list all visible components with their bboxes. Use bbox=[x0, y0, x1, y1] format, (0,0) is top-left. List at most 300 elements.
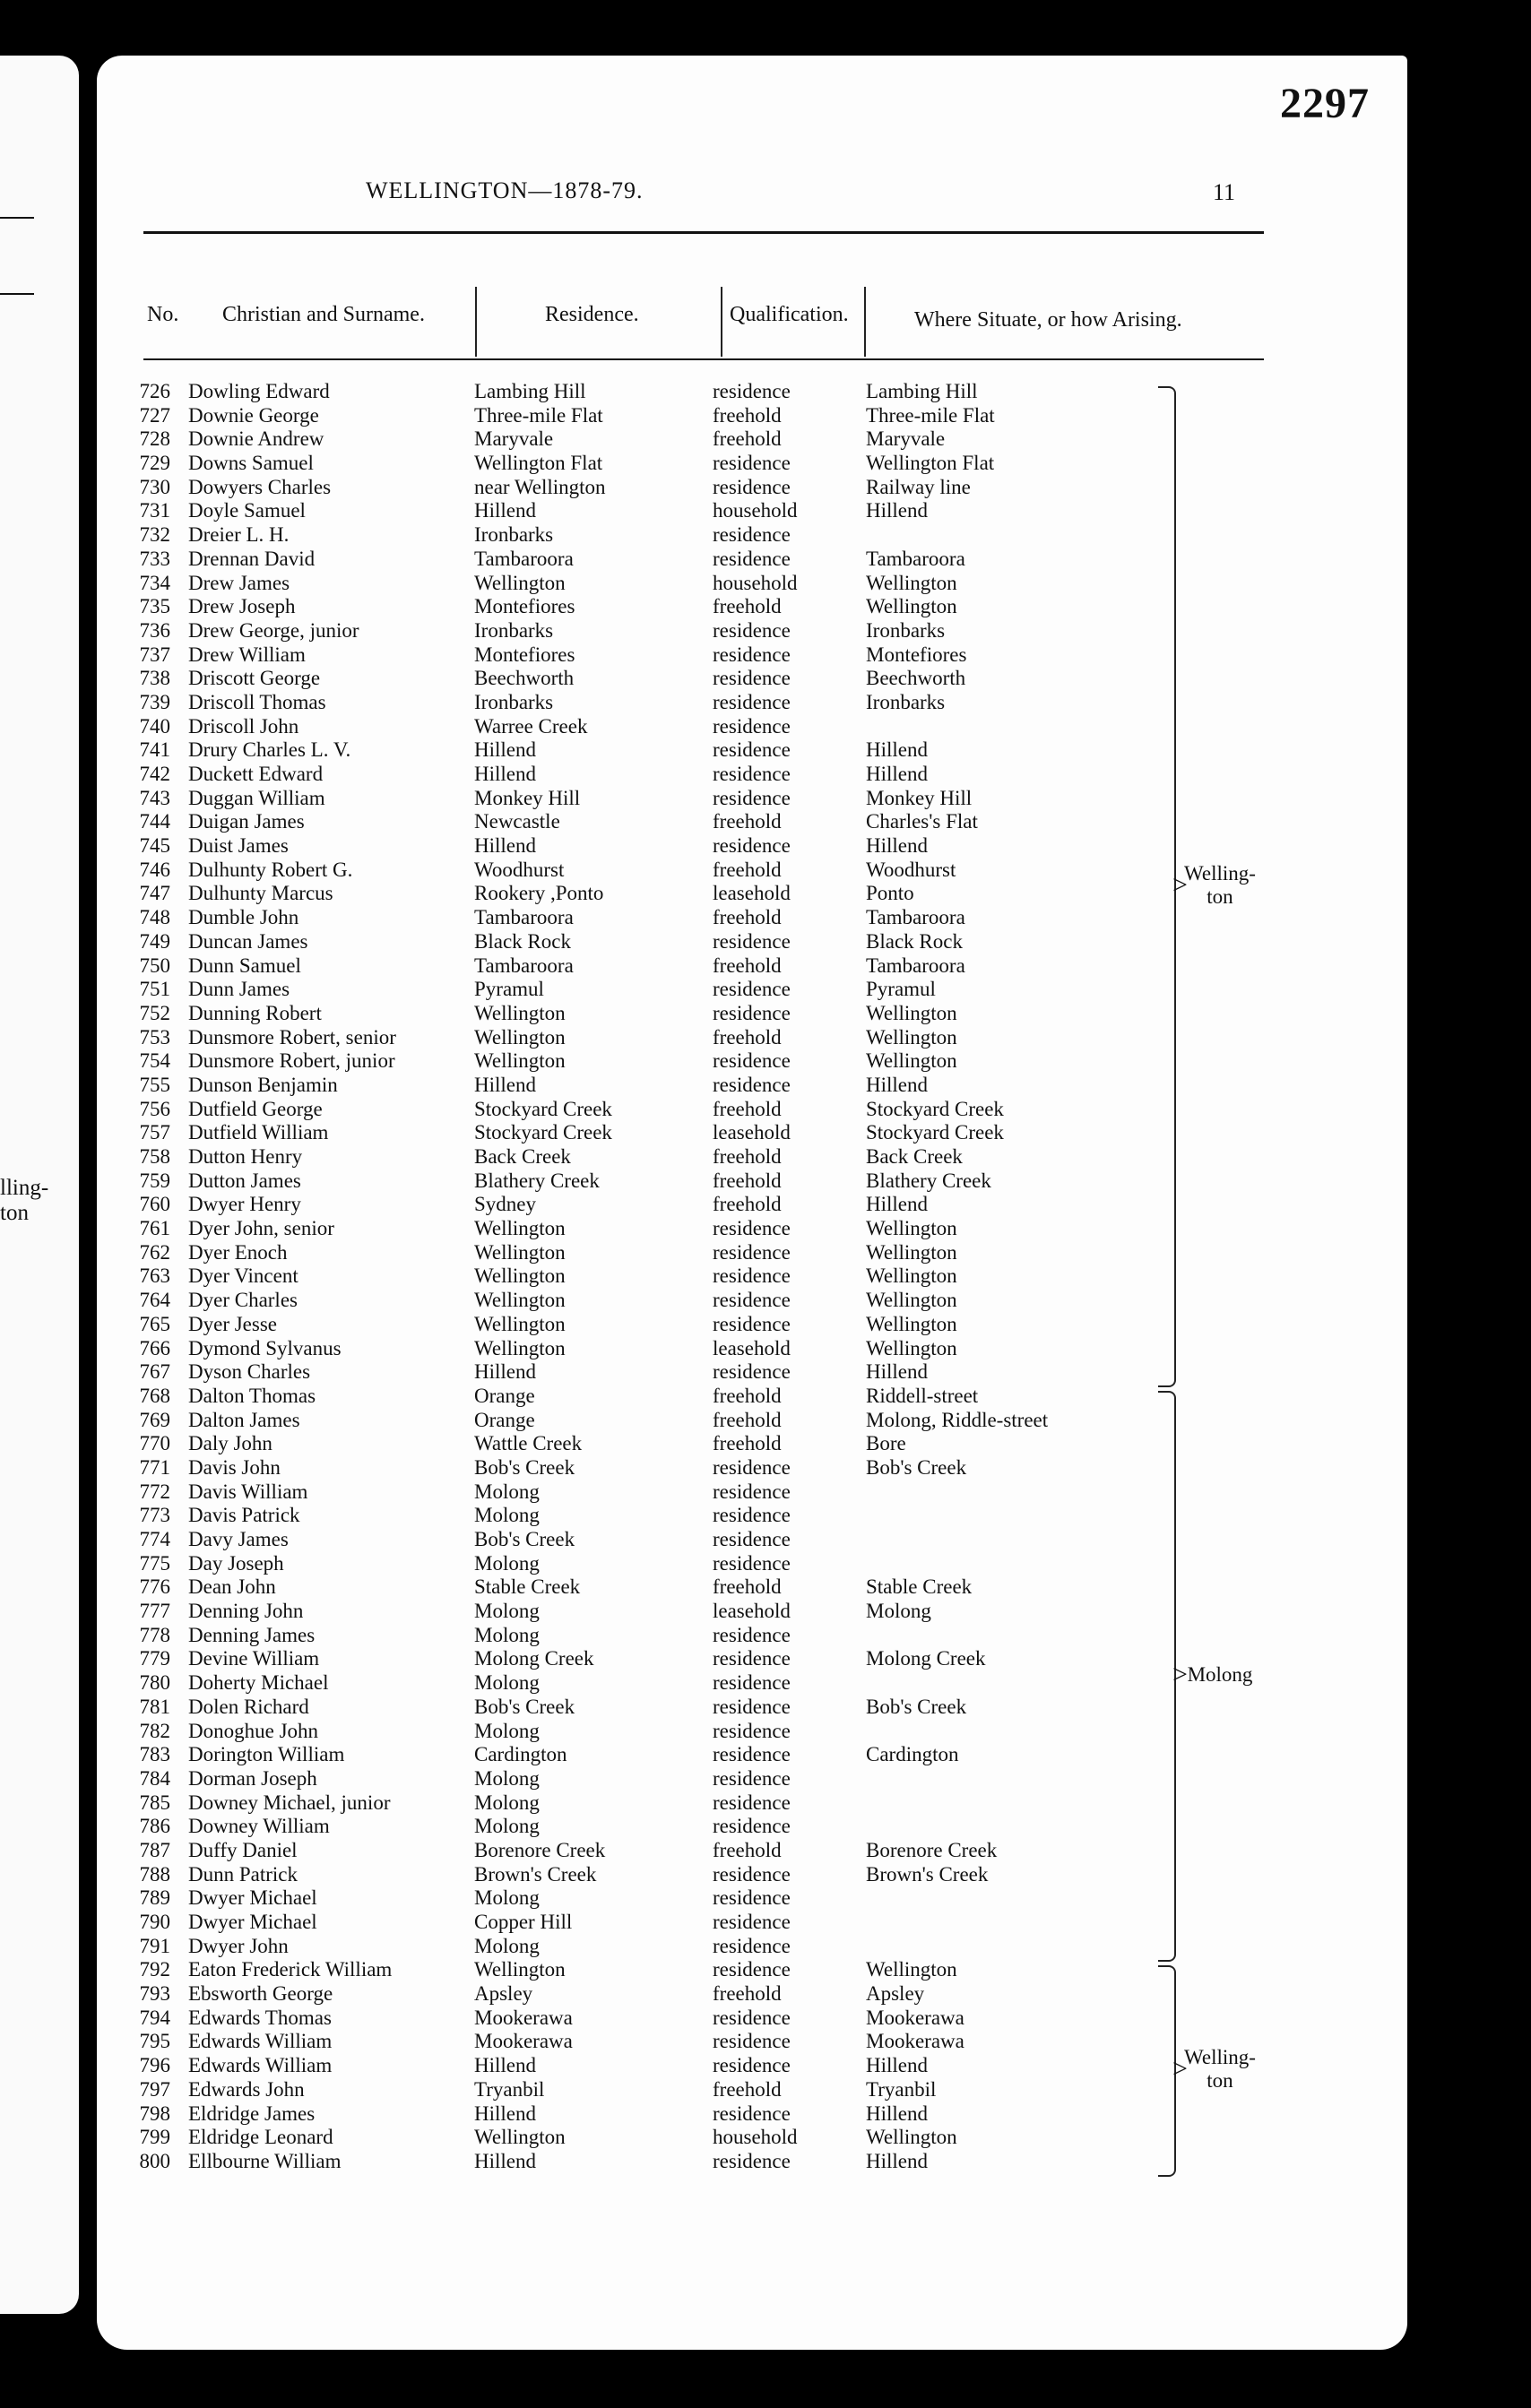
row-number: 772 bbox=[139, 1480, 170, 1503]
table-row bbox=[125, 1935, 1201, 1959]
elector-name: Drew James bbox=[188, 571, 290, 594]
row-number: 781 bbox=[139, 1695, 170, 1718]
row-number: 796 bbox=[139, 2054, 170, 2077]
table-row bbox=[125, 810, 1201, 834]
residence-cell: Beechworth bbox=[474, 667, 575, 690]
table-row bbox=[125, 404, 1201, 428]
table-row bbox=[125, 1456, 1201, 1480]
row-number: 791 bbox=[139, 1934, 170, 1957]
residence-cell: Wellington bbox=[474, 1025, 566, 1049]
table-row bbox=[125, 452, 1201, 476]
where-situate-cell: Montefiores bbox=[866, 643, 967, 666]
column-header-qualification: Qualification. bbox=[730, 303, 849, 326]
residence-cell: Molong bbox=[474, 1480, 540, 1503]
residence-cell: Bob's Creek bbox=[474, 1528, 575, 1550]
where-situate-cell: Tryanbil bbox=[866, 2077, 937, 2101]
elector-name: Dulhunty Marcus bbox=[188, 882, 333, 905]
where-situate-cell: Mookerawa bbox=[866, 2006, 964, 2029]
where-situate-cell: Blathery Creek bbox=[866, 1169, 991, 1192]
table-row bbox=[125, 1671, 1201, 1696]
where-situate-cell: Hillend bbox=[866, 763, 928, 785]
qualification-cell: household bbox=[713, 571, 798, 594]
elector-name: Dunsmore Robert, junior bbox=[188, 1049, 395, 1073]
qualification-cell: freehold bbox=[713, 1145, 782, 1168]
row-number: 732 bbox=[139, 523, 170, 547]
qualification-cell: residence bbox=[713, 2006, 791, 2029]
qualification-cell: residence bbox=[713, 786, 791, 809]
where-situate-cell: Wellington bbox=[866, 1240, 957, 1264]
where-situate-cell: Borenore Creek bbox=[866, 1838, 998, 1861]
table-row bbox=[125, 427, 1201, 452]
row-number: 779 bbox=[139, 1647, 170, 1670]
elector-name: Duckett Edward bbox=[188, 763, 324, 785]
table-row bbox=[125, 1360, 1201, 1385]
where-situate-cell: Wellington Flat bbox=[866, 452, 995, 475]
where-situate-cell: Charles's Flat bbox=[866, 810, 978, 833]
table-row bbox=[125, 667, 1201, 691]
row-number: 771 bbox=[139, 1455, 170, 1479]
residence-cell: Molong bbox=[474, 1791, 540, 1814]
elector-name: Edwards John bbox=[188, 2077, 305, 2101]
table-row bbox=[125, 1982, 1201, 2007]
row-number: 788 bbox=[139, 1862, 170, 1886]
elector-name: Drury Charles L. V. bbox=[188, 738, 351, 762]
table-row bbox=[125, 2007, 1201, 2031]
row-number: 755 bbox=[139, 1073, 170, 1096]
table-row bbox=[125, 1886, 1201, 1911]
table-row bbox=[125, 1767, 1201, 1791]
qualification-cell: residence bbox=[713, 1766, 791, 1790]
column-separator bbox=[721, 287, 722, 357]
row-number: 764 bbox=[139, 1289, 170, 1312]
qualification-cell: residence bbox=[713, 690, 791, 713]
table-row bbox=[125, 548, 1201, 572]
row-number: 776 bbox=[139, 1575, 170, 1599]
residence-cell: Molong bbox=[474, 1671, 540, 1695]
qualification-cell: residence bbox=[713, 452, 791, 475]
table-row bbox=[125, 1264, 1201, 1289]
residence-cell: Maryvale bbox=[474, 427, 554, 451]
table-row bbox=[125, 954, 1201, 979]
where-situate-cell: Bob's Creek bbox=[866, 1455, 967, 1479]
row-number: 760 bbox=[139, 1193, 170, 1216]
column-separator bbox=[864, 287, 866, 357]
residence-cell: Bob's Creek bbox=[474, 1695, 575, 1718]
residence-cell: Wellington bbox=[474, 1240, 566, 1264]
row-number: 738 bbox=[139, 667, 170, 690]
where-situate-cell: Hillend bbox=[866, 738, 928, 762]
residence-cell: Hillend bbox=[474, 834, 536, 858]
elector-name: Devine William bbox=[188, 1647, 320, 1670]
row-number: 749 bbox=[139, 929, 170, 953]
elector-name: Drennan David bbox=[188, 547, 316, 570]
row-number: 751 bbox=[139, 978, 170, 1001]
residence-cell: Hillend bbox=[474, 499, 536, 522]
table-row bbox=[125, 882, 1201, 906]
where-situate-cell: Hillend bbox=[866, 2149, 928, 2172]
table-row bbox=[125, 2054, 1201, 2078]
table-row bbox=[125, 1169, 1201, 1194]
prev-page-margin-text: lling- ton bbox=[0, 1176, 49, 1225]
where-situate-cell: Bob's Creek bbox=[866, 1695, 967, 1718]
residence-cell: near Wellington bbox=[474, 475, 606, 498]
qualification-cell: freehold bbox=[713, 595, 782, 618]
qualification-cell: residence bbox=[713, 1504, 791, 1527]
where-situate-cell: Ponto bbox=[866, 882, 914, 905]
row-number: 741 bbox=[139, 738, 170, 762]
row-number: 744 bbox=[139, 810, 170, 833]
prev-page-rule bbox=[0, 293, 34, 295]
qualification-cell: freehold bbox=[713, 1408, 782, 1431]
qualification-cell: residence bbox=[713, 1551, 791, 1575]
qualification-cell: residence bbox=[713, 1958, 791, 1981]
row-number: 730 bbox=[139, 475, 170, 498]
where-situate-cell: Ironbarks bbox=[866, 690, 946, 713]
residence-cell: Montefiores bbox=[474, 643, 575, 666]
qualification-cell: leasehold bbox=[713, 1121, 791, 1144]
residence-cell: Molong bbox=[474, 1719, 540, 1742]
elector-name: Donoghue John bbox=[188, 1719, 319, 1742]
column-header-name: Christian and Surname. bbox=[222, 303, 425, 326]
qualification-cell: residence bbox=[713, 1815, 791, 1838]
qualification-cell: household bbox=[713, 2126, 798, 2149]
residence-cell: Orange bbox=[474, 1384, 535, 1407]
where-situate-cell: Wellington bbox=[866, 1958, 957, 1981]
table-row bbox=[125, 476, 1201, 500]
residence-cell: Molong bbox=[474, 1623, 540, 1646]
elector-name: Downey William bbox=[188, 1815, 330, 1838]
brace-point: > bbox=[1172, 869, 1188, 900]
table-row bbox=[125, 523, 1201, 548]
qualification-cell: residence bbox=[713, 2030, 791, 2053]
where-situate-cell: Wellington bbox=[866, 1289, 957, 1312]
elector-name: Dalton Thomas bbox=[188, 1384, 316, 1407]
table-row bbox=[125, 1624, 1201, 1648]
qualification-cell: residence bbox=[713, 1049, 791, 1073]
row-number: 786 bbox=[139, 1815, 170, 1838]
qualification-cell: residence bbox=[713, 1862, 791, 1886]
row-number: 798 bbox=[139, 2102, 170, 2125]
where-situate-cell: Hillend bbox=[866, 834, 928, 858]
row-number: 748 bbox=[139, 906, 170, 929]
elector-name: Eldridge Leonard bbox=[188, 2126, 333, 2149]
row-number: 765 bbox=[139, 1312, 170, 1335]
elector-name: Duncan James bbox=[188, 929, 308, 953]
row-number: 775 bbox=[139, 1551, 170, 1575]
elector-name: Driscoll Thomas bbox=[188, 690, 326, 713]
table-row bbox=[125, 595, 1201, 619]
elector-name: Dolen Richard bbox=[188, 1695, 309, 1718]
row-number: 777 bbox=[139, 1600, 170, 1623]
where-situate-cell: Back Creek bbox=[866, 1145, 963, 1168]
where-situate-cell: Hillend bbox=[866, 1073, 928, 1096]
elector-name: Dunn James bbox=[188, 978, 290, 1001]
residence-cell: Montefiores bbox=[474, 595, 575, 618]
residence-cell: Wellington bbox=[474, 1264, 566, 1288]
residence-cell: Wellington bbox=[474, 2126, 566, 2149]
register-table-body bbox=[125, 380, 1201, 2174]
table-row bbox=[125, 1074, 1201, 1098]
column-header-where: Where Situate, or how Arising. bbox=[914, 308, 1182, 332]
qualification-cell: leasehold bbox=[713, 1600, 791, 1623]
qualification-cell: leasehold bbox=[713, 1336, 791, 1359]
residence-cell: Molong bbox=[474, 1934, 540, 1957]
where-situate-cell: Wellington bbox=[866, 595, 957, 618]
where-situate-cell: Wellington bbox=[866, 2126, 957, 2149]
row-number: 783 bbox=[139, 1743, 170, 1766]
row-number: 756 bbox=[139, 1097, 170, 1120]
group-label: Welling- ton bbox=[1184, 2046, 1256, 2093]
residence-cell: Wellington bbox=[474, 1289, 566, 1312]
where-situate-cell: Tambaroora bbox=[866, 954, 965, 977]
brace-point: > bbox=[1172, 2054, 1188, 2084]
qualification-cell: freehold bbox=[713, 403, 782, 427]
table-row bbox=[125, 1313, 1201, 1337]
residence-cell: Mookerawa bbox=[474, 2030, 573, 2053]
residence-cell: Wellington bbox=[474, 1217, 566, 1240]
where-situate-cell: Three-mile Flat bbox=[866, 403, 995, 427]
row-number: 743 bbox=[139, 786, 170, 809]
elector-name: Dwyer Henry bbox=[188, 1193, 301, 1216]
elector-name: Dalton James bbox=[188, 1408, 300, 1431]
table-row bbox=[125, 978, 1201, 1002]
table-row bbox=[125, 1552, 1201, 1576]
where-situate-cell: Pyramul bbox=[866, 978, 936, 1001]
qualification-cell: residence bbox=[713, 667, 791, 690]
elector-name: Denning James bbox=[188, 1623, 316, 1646]
residence-cell: Wellington bbox=[474, 1049, 566, 1073]
elector-name: Driscoll John bbox=[188, 714, 299, 738]
row-number: 785 bbox=[139, 1791, 170, 1814]
elector-name: Dwyer Michael bbox=[188, 1911, 317, 1933]
table-row bbox=[125, 1409, 1201, 1433]
table-row bbox=[125, 2030, 1201, 2054]
table-row bbox=[125, 1337, 1201, 1361]
row-number: 794 bbox=[139, 2006, 170, 2029]
residence-cell: Stockyard Creek bbox=[474, 1097, 612, 1120]
qualification-cell: residence bbox=[713, 618, 791, 642]
table-row bbox=[125, 619, 1201, 643]
qualification-cell: residence bbox=[713, 1791, 791, 1814]
where-situate-cell: Beechworth bbox=[866, 667, 966, 690]
elector-name: Downie George bbox=[188, 403, 319, 427]
row-number: 773 bbox=[139, 1504, 170, 1527]
elector-name: Doherty Michael bbox=[188, 1671, 329, 1695]
page-title: WELLINGTON—1878-79. bbox=[366, 177, 644, 203]
elector-name: Drew Joseph bbox=[188, 595, 296, 618]
residence-cell: Lambing Hill bbox=[474, 380, 586, 402]
row-number: 782 bbox=[139, 1719, 170, 1742]
table-row bbox=[125, 738, 1201, 763]
table-row bbox=[125, 2078, 1201, 2102]
row-number: 759 bbox=[139, 1169, 170, 1192]
row-number: 754 bbox=[139, 1049, 170, 1073]
qualification-cell: residence bbox=[713, 1695, 791, 1718]
header-bottom-rule bbox=[143, 358, 1264, 360]
elector-name: Dunsmore Robert, senior bbox=[188, 1025, 396, 1049]
residence-cell: Hillend bbox=[474, 1360, 536, 1384]
elector-name: Dutfield William bbox=[188, 1121, 329, 1144]
header-top-rule bbox=[143, 231, 1264, 234]
row-number: 787 bbox=[139, 1838, 170, 1861]
row-number: 734 bbox=[139, 571, 170, 594]
qualification-cell: residence bbox=[713, 380, 791, 402]
qualification-cell: residence bbox=[713, 1934, 791, 1957]
elector-name: Eldridge James bbox=[188, 2102, 316, 2125]
table-row bbox=[125, 906, 1201, 930]
elector-name: Driscott George bbox=[188, 667, 321, 690]
elector-name: Daly John bbox=[188, 1432, 272, 1455]
residence-cell: Monkey Hill bbox=[474, 786, 581, 809]
qualification-cell: freehold bbox=[713, 954, 782, 977]
qualification-cell: residence bbox=[713, 1217, 791, 1240]
elector-name: Doyle Samuel bbox=[188, 499, 306, 522]
elector-name: Dyson Charles bbox=[188, 1360, 311, 1384]
elector-name: Duffy Daniel bbox=[188, 1838, 298, 1861]
where-situate-cell: Maryvale bbox=[866, 427, 946, 451]
residence-cell: Molong bbox=[474, 1815, 540, 1838]
residence-cell: Tambaroora bbox=[474, 954, 574, 977]
column-header-no: No. bbox=[147, 303, 179, 326]
row-number: 745 bbox=[139, 834, 170, 858]
qualification-cell: freehold bbox=[713, 1982, 782, 2006]
residence-cell: Wellington Flat bbox=[474, 452, 603, 475]
residence-cell: Molong bbox=[474, 1766, 540, 1790]
elector-name: Davis John bbox=[188, 1455, 281, 1479]
table-row bbox=[125, 1863, 1201, 1887]
elector-name: Duigan James bbox=[188, 810, 305, 833]
table-row bbox=[125, 1839, 1201, 1863]
table-row bbox=[125, 1026, 1201, 1050]
row-number: 780 bbox=[139, 1671, 170, 1695]
elector-name: Dutton James bbox=[188, 1169, 301, 1192]
elector-name: Dowling Edward bbox=[188, 380, 330, 402]
where-situate-cell: Wellington bbox=[866, 1001, 957, 1024]
residence-cell: Mookerawa bbox=[474, 2006, 573, 2029]
where-situate-cell: Monkey Hill bbox=[866, 786, 973, 809]
residence-cell: Wellington bbox=[474, 1001, 566, 1024]
residence-cell: Ironbarks bbox=[474, 690, 554, 713]
qualification-cell: residence bbox=[713, 1623, 791, 1646]
table-row bbox=[125, 1145, 1201, 1169]
folio-number: 11 bbox=[1213, 179, 1236, 205]
residence-cell: Sydney bbox=[474, 1193, 536, 1216]
table-row bbox=[125, 1098, 1201, 1122]
row-number: 726 bbox=[139, 380, 170, 402]
elector-name: Dyer Vincent bbox=[188, 1264, 298, 1288]
qualification-cell: residence bbox=[713, 643, 791, 666]
elector-name: Dutton Henry bbox=[188, 1145, 303, 1168]
row-number: 746 bbox=[139, 858, 170, 881]
row-number: 735 bbox=[139, 595, 170, 618]
row-number: 761 bbox=[139, 1217, 170, 1240]
qualification-cell: residence bbox=[713, 523, 791, 547]
qualification-cell: freehold bbox=[713, 810, 782, 833]
elector-name: Denning John bbox=[188, 1600, 304, 1623]
where-situate-cell: Apsley bbox=[866, 1982, 925, 2006]
row-number: 757 bbox=[139, 1121, 170, 1144]
table-row bbox=[125, 1743, 1201, 1767]
where-situate-cell: Riddell-street bbox=[866, 1384, 979, 1407]
row-number: 769 bbox=[139, 1408, 170, 1431]
elector-name: Dunson Benjamin bbox=[188, 1073, 338, 1096]
residence-cell: Hillend bbox=[474, 763, 536, 785]
row-number: 763 bbox=[139, 1264, 170, 1288]
where-situate-cell: Tambaroora bbox=[866, 906, 965, 929]
qualification-cell: residence bbox=[713, 1001, 791, 1024]
where-situate-cell: Mookerawa bbox=[866, 2030, 964, 2053]
where-situate-cell: Hillend bbox=[866, 1360, 928, 1384]
row-number: 768 bbox=[139, 1384, 170, 1407]
row-number: 795 bbox=[139, 2030, 170, 2053]
residence-cell: Molong bbox=[474, 1504, 540, 1527]
residence-cell: Orange bbox=[474, 1408, 535, 1431]
qualification-cell: freehold bbox=[713, 858, 782, 881]
row-number: 762 bbox=[139, 1240, 170, 1264]
qualification-cell: residence bbox=[713, 1743, 791, 1766]
residence-cell: Black Rock bbox=[474, 929, 571, 953]
elector-name: Duist James bbox=[188, 834, 289, 858]
where-situate-cell: Ironbarks bbox=[866, 618, 946, 642]
row-number: 784 bbox=[139, 1766, 170, 1790]
qualification-cell: residence bbox=[713, 929, 791, 953]
table-row bbox=[125, 1480, 1201, 1505]
where-situate-cell: Hillend bbox=[866, 2054, 928, 2077]
where-situate-cell: Wellington bbox=[866, 1025, 957, 1049]
row-number: 739 bbox=[139, 690, 170, 713]
table-row bbox=[125, 1241, 1201, 1265]
residence-cell: Pyramul bbox=[474, 978, 544, 1001]
residence-cell: Tambaroora bbox=[474, 547, 574, 570]
prev-page-rule bbox=[0, 217, 34, 219]
residence-cell: Three-mile Flat bbox=[474, 403, 603, 427]
column-header-residence: Residence. bbox=[545, 303, 639, 326]
table-row bbox=[125, 2150, 1201, 2174]
elector-name: Dumble John bbox=[188, 906, 299, 929]
row-number: 793 bbox=[139, 1982, 170, 2006]
row-number: 747 bbox=[139, 882, 170, 905]
table-row bbox=[125, 691, 1201, 715]
table-row bbox=[125, 572, 1201, 596]
residence-cell: Tambaroora bbox=[474, 906, 574, 929]
residence-cell: Stable Creek bbox=[474, 1575, 581, 1599]
qualification-cell: residence bbox=[713, 1719, 791, 1742]
table-row bbox=[125, 1002, 1201, 1026]
where-situate-cell: Wellington bbox=[866, 1217, 957, 1240]
qualification-cell: residence bbox=[713, 475, 791, 498]
residence-cell: Cardington bbox=[474, 1743, 567, 1766]
elector-name: Dyer Enoch bbox=[188, 1240, 288, 1264]
elector-name: Duggan William bbox=[188, 786, 325, 809]
group-label: Welling- ton bbox=[1184, 861, 1256, 908]
qualification-cell: residence bbox=[713, 1647, 791, 1670]
table-row bbox=[125, 1432, 1201, 1456]
residence-cell: Hillend bbox=[474, 2149, 536, 2172]
table-row bbox=[125, 930, 1201, 954]
residence-cell: Hillend bbox=[474, 2102, 536, 2125]
residence-cell: Wellington bbox=[474, 1312, 566, 1335]
row-number: 778 bbox=[139, 1623, 170, 1646]
where-situate-cell: Brown's Creek bbox=[866, 1862, 989, 1886]
row-number: 742 bbox=[139, 763, 170, 785]
elector-name: Dyer Charles bbox=[188, 1289, 298, 1312]
row-number: 799 bbox=[139, 2126, 170, 2149]
table-row bbox=[125, 1958, 1201, 1982]
table-row bbox=[125, 499, 1201, 523]
where-situate-cell: Black Rock bbox=[866, 929, 963, 953]
qualification-cell: leasehold bbox=[713, 882, 791, 905]
residence-cell: Bob's Creek bbox=[474, 1455, 575, 1479]
